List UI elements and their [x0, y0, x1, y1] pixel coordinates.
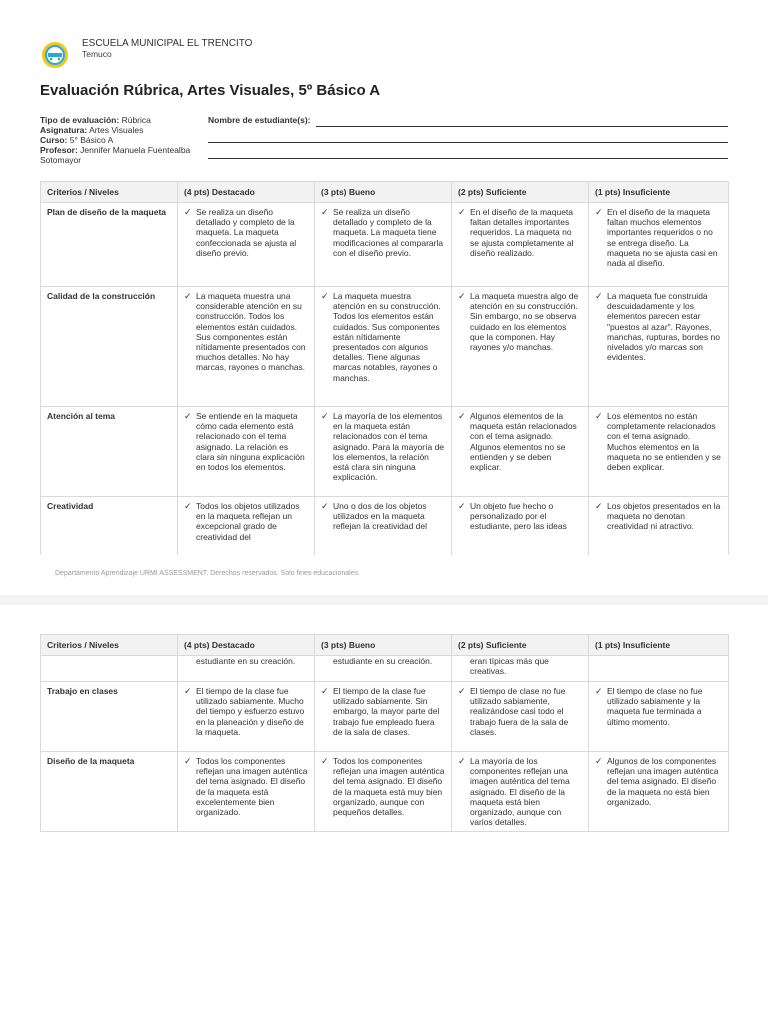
evaluation-info [40, 115, 208, 165]
rubric-cell [178, 287, 315, 407]
tipo-label: Tipo de evaluación: [40, 115, 120, 125]
rubric-cell [452, 682, 589, 752]
school-logo-icon [40, 40, 70, 70]
rubric-cell [589, 203, 729, 287]
table-row [41, 203, 729, 287]
rubric-cell [452, 752, 589, 832]
page-title: Evaluación Rúbrica, Artes Visuales, 5º Básico A [40, 82, 381, 99]
check-icon: ✓ [184, 686, 192, 696]
header-bueno: (3 pts) Bueno [315, 182, 452, 203]
page-separator [0, 595, 768, 605]
student-name-line-1[interactable] [316, 126, 728, 127]
check-icon: ✓ [458, 756, 466, 766]
descriptor-text: La maqueta muestra atención en su construcción. Todos los elementos están cuidados. Sus componentes están nítidamente presentados con algunos detalles. Tiene algunas marcas notables, rayones o manchas. [333, 291, 441, 383]
descriptor-text: estudiante en su creación. [315, 656, 452, 682]
descriptor-text: En el diseño de la maqueta faltan detalles importantes requeridos. La maqueta no se ajusta completamente al diseño realizado. [470, 207, 574, 258]
table-row-continuation [41, 656, 729, 682]
descriptor-text: La maqueta fue construida descuidadamente y los elementos parecen estar "puestos al azar". Rayones, manchas, rupturas, bordes no nivelados y/o marcas son evidentes. [607, 291, 720, 363]
rubric-cell [178, 203, 315, 287]
curso-value: 5° Básico A [69, 135, 114, 145]
check-icon: ✓ [458, 291, 466, 301]
criterion-cell: Trabajo en clases [41, 682, 178, 752]
profesor-value: Jennifer Manuela Fuentealba Sotomayor [40, 145, 191, 165]
rubric-cell [315, 407, 452, 497]
check-icon: ✓ [458, 686, 466, 696]
criterion-cell: Calidad de la construcción [41, 287, 178, 407]
check-icon: ✓ [321, 411, 329, 421]
descriptor-text: Todos los componentes reflejan una imagen auténtica del tema asignado. El diseño de la maqueta está excelentemente bien organizado. [196, 756, 308, 818]
school-header [40, 38, 252, 70]
descriptor-text: Algunos elementos de la maqueta están relacionados con el tema asignado. Algunos elementos no se entienden y se deben explicar. [470, 411, 577, 473]
tipo-value: Rúbrica [121, 115, 151, 125]
check-icon: ✓ [595, 411, 603, 421]
profesor-label: Profesor: [40, 145, 78, 155]
descriptor-text: En el diseño de la maqueta faltan muchos elementos importantes requeridos o no se entrega diseño. La maqueta no se ajusta casi en nada al diseño. [607, 207, 718, 269]
descriptor-text: La maqueta muestra una considerable atención en su construcción. Todos los elementos están cuidados. Sus componentes están nítidamente presentados con muchos detalles. No hay marcas, rayones o manchas. [196, 291, 306, 373]
header-insuficiente: (1 pts) Insuficiente [589, 635, 729, 656]
rubric-cell [452, 497, 589, 555]
descriptor-text: Uno o dos de los objetos utilizados en la maqueta reflejan la creatividad del [333, 501, 428, 532]
rubric-cell [178, 682, 315, 752]
descriptor-text: El tiempo de clase no fue utilizado sabiamente y la maqueta fue terminada a último momento. [607, 686, 703, 727]
rubric-cell [589, 752, 729, 832]
rubric-table-page-1 [40, 181, 729, 555]
table-row [41, 682, 729, 752]
header-criteria: Criterios / Niveles [41, 182, 178, 203]
rubric-cell [178, 497, 315, 555]
check-icon: ✓ [321, 207, 329, 217]
descriptor-text: Los elementos no están completamente relacionados con el tema asignado. Muchos elementos en la maqueta no se entienden y se deben explicar. [607, 411, 721, 473]
rubric-cell [589, 407, 729, 497]
table-row [41, 287, 729, 407]
page-footer: Departamento Aprendizaje URMI ASSESSMENT. Derechos reservados. Solo fines educacionales. [55, 570, 361, 577]
criterion-cell: Plan de diseño de la maqueta [41, 203, 178, 287]
check-icon: ✓ [184, 411, 192, 421]
header-criteria: Criterios / Niveles [41, 635, 178, 656]
check-icon: ✓ [184, 501, 192, 511]
descriptor-text: Algunos de los componentes reflejan una imagen auténtica del tema asignado. El diseño de la maqueta no está bien organizado. [607, 756, 719, 807]
descriptor-text [589, 656, 729, 682]
header-bueno: (3 pts) Bueno [315, 635, 452, 656]
check-icon: ✓ [458, 411, 466, 421]
rubric-cell [589, 682, 729, 752]
descriptor-text: El tiempo de clase no fue utilizado sabiamente, realizándose casi todo el trabajo fuera de la sala de clases. [470, 686, 569, 737]
table-row [41, 752, 729, 832]
table-header-row [41, 635, 729, 656]
table-row [41, 407, 729, 497]
asignatura-value: Artes Visuales [89, 125, 144, 135]
student-name-line-3[interactable] [208, 158, 728, 159]
check-icon: ✓ [321, 501, 329, 511]
check-icon: ✓ [595, 501, 603, 511]
school-city: Temuco [82, 49, 112, 59]
check-icon: ✓ [458, 501, 466, 511]
criterion-cell: Atención al tema [41, 407, 178, 497]
header-suficiente: (2 pts) Suficiente [452, 635, 589, 656]
header-destacado: (4 pts) Destacado [178, 635, 315, 656]
rubric-cell [589, 287, 729, 407]
curso-label: Curso: [40, 135, 68, 145]
header-destacado: (4 pts) Destacado [178, 182, 315, 203]
header-suficiente: (2 pts) Suficiente [452, 182, 589, 203]
rubric-cell [315, 203, 452, 287]
descriptor-text: El tiempo de la clase fue utilizado sabiamente. Mucho del tiempo y esfuerzo estuvo en la planeación y diseño de la maqueta. [196, 686, 305, 737]
descriptor-text: La mayoría de los componentes reflejan una imagen auténtica del tema asignado. El diseño de la maqueta está bien organizado, aunque con varios detalles. [470, 756, 570, 828]
school-name: ESCUELA MUNICIPAL EL TRENCITO [82, 38, 253, 49]
rubric-cell [315, 287, 452, 407]
rubric-cell [452, 407, 589, 497]
criterion-cell: Diseño de la maqueta [41, 752, 178, 832]
check-icon: ✓ [321, 291, 329, 301]
table-row [41, 497, 729, 555]
rubric-cell [178, 407, 315, 497]
descriptor-text: eran típicas más que creativas. [452, 656, 589, 682]
rubric-cell [178, 752, 315, 832]
descriptor-text: Se entiende en la maqueta cómo cada elemento está relacionado con el tema asignado. La relación es clara sin ninguna explicación en todos los elementos. [196, 411, 305, 473]
check-icon: ✓ [458, 207, 466, 217]
descriptor-text: La maqueta muestra algo de atención en su construcción. Sin embargo, no se observa cuidado en los elementos que la componen. Hay rayones y/o manchas. [470, 291, 579, 353]
check-icon: ✓ [595, 756, 603, 766]
page-2 [0, 605, 768, 1024]
student-name-block [208, 115, 728, 125]
rubric-cell [589, 497, 729, 555]
descriptor-text: La mayoría de los elementos en la maqueta están relacionados con el tema asignado. Para la mayoría de los elementos, la relación está clara sin ninguna explicación. [333, 411, 445, 483]
descriptor-text: estudiante en su creación. [178, 656, 315, 682]
check-icon: ✓ [321, 756, 329, 766]
header-insuficiente: (1 pts) Insuficiente [589, 182, 729, 203]
check-icon: ✓ [321, 686, 329, 696]
descriptor-text: El tiempo de la clase fue utilizado sabiamente. Sin embargo, la mayor parte del trabajo fue empleado fuera de la sala de clases. [333, 686, 440, 737]
descriptor-text: Se realiza un diseño detallado y completo de la maqueta. La maqueta tiene modificaciones al compararla con el diseño previo. [333, 207, 444, 258]
descriptor-text: Los objetos presentados en la maqueta no denotan creatividad ni atractivo. [607, 501, 721, 532]
descriptor-text: Todos los componentes reflejan una imagen auténtica del tema asignado. El diseño de la maqueta está muy bien organizado, aunque con pequeños detalles. [333, 756, 445, 818]
descriptor-text: Todos los objetos utilizados en la maqueta reflejan un excepcional grado de creatividad del [196, 501, 300, 542]
table-header-row [41, 182, 729, 203]
rubric-cell [315, 752, 452, 832]
rubric-cell [315, 682, 452, 752]
asignatura-label: Asignatura: [40, 125, 88, 135]
criterion-cell [41, 656, 178, 682]
student-name-label: Nombre de estudiante(s): [208, 115, 311, 125]
check-icon: ✓ [184, 291, 192, 301]
check-icon: ✓ [595, 207, 603, 217]
check-icon: ✓ [184, 756, 192, 766]
rubric-cell [315, 497, 452, 555]
check-icon: ✓ [595, 686, 603, 696]
rubric-cell [452, 287, 589, 407]
descriptor-text: Se realiza un diseño detallado y completo de la maqueta. La maqueta confeccionada se ajusta al diseño previo. [196, 207, 297, 258]
check-icon: ✓ [595, 291, 603, 301]
student-name-line-2[interactable] [208, 142, 728, 143]
criterion-cell: Creatividad [41, 497, 178, 555]
descriptor-text: Un objeto fue hecho o personalizado por el estudiante, pero las ideas [470, 501, 567, 532]
rubric-cell [452, 203, 589, 287]
rubric-table-page-2 [40, 634, 729, 832]
check-icon: ✓ [184, 207, 192, 217]
